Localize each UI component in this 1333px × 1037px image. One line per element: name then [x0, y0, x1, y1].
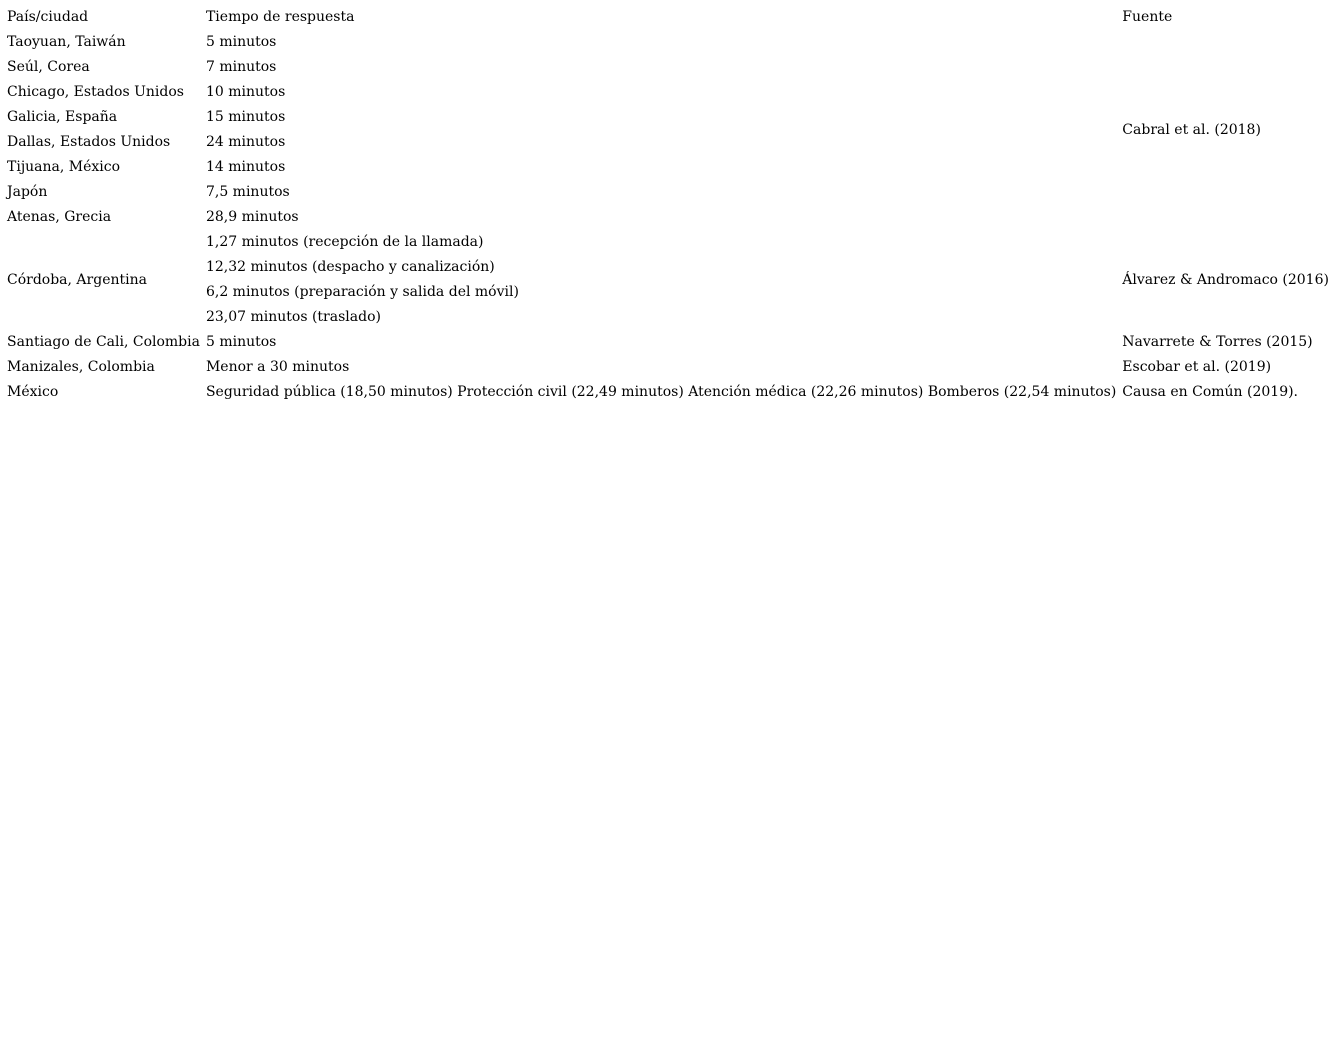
cell-time: 7 minutos: [205, 59, 277, 75]
table-row: [5, 330, 1333, 355]
cell-place: Manizales, Colombia: [7, 359, 155, 375]
cell-time: 5 minutos: [205, 34, 277, 50]
cell-source: Causa en Común (2019).: [1122, 384, 1299, 400]
cell-time: 28,9 minutos: [205, 209, 299, 225]
cell-time: 14 minutos: [205, 159, 286, 175]
cell-place: Santiago de Cali, Colombia: [7, 334, 200, 350]
cell-place: Japón: [7, 184, 48, 200]
cell-source: Álvarez & Andromaco (2016): [1122, 271, 1329, 288]
cell-time: 5 minutos: [205, 334, 277, 350]
cell-place: Córdoba, Argentina: [7, 271, 147, 288]
cell-place: Seúl, Corea: [7, 59, 90, 75]
cell-time: Menor a 30 minutos: [205, 359, 350, 375]
table-row: [5, 380, 1333, 405]
cell-time: 12,32 minutos (despacho y canalización): [205, 259, 495, 275]
cell-place: Tijuana, México: [7, 159, 121, 175]
cell-time: 24 minutos: [205, 134, 286, 150]
table-row: [5, 355, 1333, 380]
cell-source: Escobar et al. (2019): [1122, 359, 1272, 375]
table-header-row: [5, 5, 1333, 30]
cell-place: Atenas, Grecia: [7, 209, 112, 225]
header-source: Fuente: [1122, 9, 1173, 25]
cell-place: México: [7, 384, 59, 400]
response-time-table: [5, 5, 1333, 405]
table-row: [5, 30, 1333, 55]
cell-source: Navarrete & Torres (2015): [1122, 334, 1313, 350]
cell-place: Chicago, Estados Unidos: [7, 84, 184, 100]
cell-place: Galicia, España: [7, 109, 118, 125]
table-row: [5, 230, 1333, 255]
cell-place: Dallas, Estados Unidos: [7, 134, 171, 150]
cell-time: 15 minutos: [205, 109, 286, 125]
cell-time: 1,27 minutos (recepción de la llamada): [205, 234, 484, 250]
header-place: País/ciudad: [7, 9, 89, 25]
cell-time: Seguridad pública (18,50 minutos) Protección civil (22,49 minutos) Atención médica (22,26 minutos) Bomberos (22,54 minutos): [205, 384, 1117, 400]
cell-time: 10 minutos: [205, 84, 286, 100]
cell-source: Cabral et al. (2018): [1122, 121, 1261, 138]
cell-time: 7,5 minutos: [205, 184, 290, 200]
cell-place: Taoyuan, Taiwán: [7, 34, 126, 50]
cell-time: 6,2 minutos (preparación y salida del móvil): [205, 284, 519, 300]
header-time: Tiempo de respuesta: [205, 9, 355, 25]
cell-time: 23,07 minutos (traslado): [205, 309, 381, 325]
